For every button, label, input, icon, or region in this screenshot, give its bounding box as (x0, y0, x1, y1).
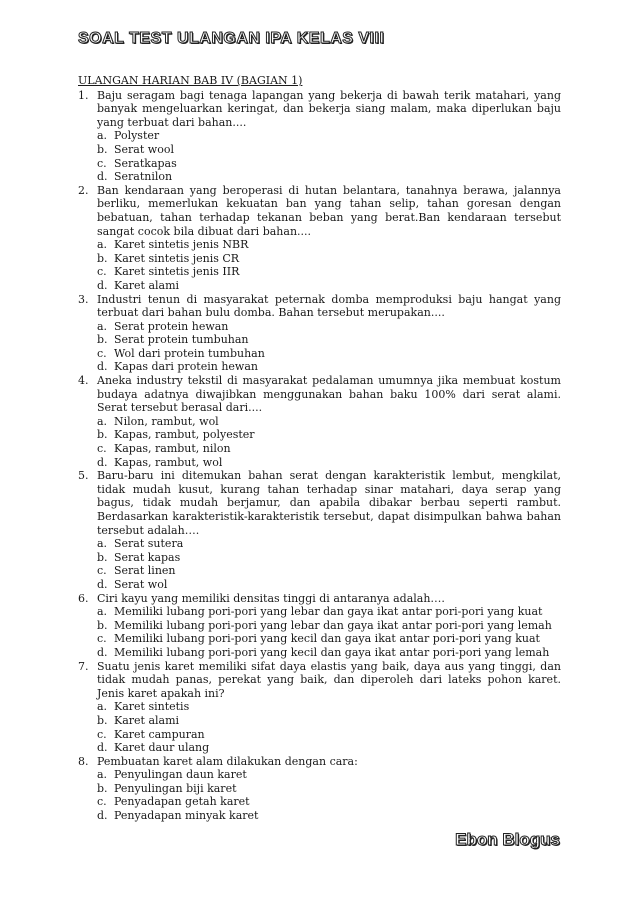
option-text: Serat kapas (114, 550, 181, 564)
answer-option (97, 551, 561, 565)
option-letter: b. (97, 713, 108, 727)
answer-option (97, 605, 561, 619)
answer-option (97, 578, 561, 592)
answer-option (97, 238, 561, 252)
answer-option (97, 646, 561, 660)
answer-option (97, 333, 561, 347)
question-item (78, 293, 561, 375)
option-text: Kapas, rambut, wol (114, 455, 223, 469)
question-text: Baju seragam bagi tenaga lapangan yang bekerja di bawah terik matahari, yang banyak mengeluarkan keringat, dan bekerja siang malam, maka diperlukan baju yang terbuat dari bahan.... (97, 88, 561, 129)
option-text: Memiliki lubang pori-pori yang lebar dan gaya ikat antar pori-pori yang kuat (114, 605, 543, 619)
question-text: Suatu jenis karet memiliki sifat daya elastis yang baik, daya aus yang tinggi, dan tidak mudah panas, perekat yang baik, dan diperoleh dari lateks pohon karet. Jenis karet apakah ini? (97, 659, 561, 700)
answer-option (97, 347, 561, 361)
answer-option (97, 768, 561, 782)
option-text: Serat protein tumbuhan (114, 333, 249, 347)
option-letter: a. (97, 768, 108, 782)
answer-option (97, 564, 561, 578)
option-letter: c. (97, 156, 107, 170)
option-text: Serat linen (114, 564, 176, 578)
option-letter: b. (97, 251, 108, 265)
question-number: 7. (78, 659, 89, 673)
question-text: Aneka industry tekstil di masyarakat pedalaman umumnya jika membuat kostum budaya adatnya diwajibkan menggunakan bahan baku 100% dari serat alami. Serat tersebut berasal dari.... (97, 374, 561, 415)
question-text: Ban kendaraan yang beroperasi di hutan belantara, tanahnya berawa, jalannya berliku, memerlukan kekuatan ban yang tahan selip, tahan goresan dengan bebatuan, tahan terhadap tekanan beban yang berat.Ban kendaraan tersebut sangat cocok bila dibuat dari bahan.... (97, 183, 561, 238)
option-letter: c. (97, 727, 107, 741)
answer-option (97, 537, 561, 551)
answer-option (97, 809, 561, 823)
option-letter: b. (97, 781, 108, 795)
question-number: 8. (78, 754, 89, 768)
option-text: Wol dari protein tumbuhan (114, 346, 265, 360)
question-text: Industri tenun di masyarakat peternak domba memproduksi baju hangat yang terbuat dari bahan bulu domba. Bahan tersebut merupakan.... (97, 292, 561, 320)
question-number: 1. (78, 88, 89, 102)
question-text: Pembuatan karet alam dilakukan dengan cara: (97, 754, 358, 768)
option-text: Memiliki lubang pori-pori yang lebar dan gaya ikat antar pori-pori yang lemah (114, 618, 552, 632)
question-number: 4. (78, 374, 89, 388)
option-text: Karet sintetis jenis IIR (114, 265, 240, 279)
option-text: Penyulingan biji karet (114, 781, 237, 795)
question-item (78, 755, 561, 823)
option-letter: b. (97, 142, 108, 156)
option-letter: d. (97, 741, 108, 755)
option-text: Karet sintetis (114, 700, 190, 714)
option-letter: a. (97, 537, 108, 551)
answer-option (97, 795, 561, 809)
answer-option (97, 700, 561, 714)
answer-option (97, 728, 561, 742)
option-text: Seratnilon (114, 170, 173, 184)
option-text: Karet sintetis jenis NBR (114, 238, 249, 252)
option-text: Serat wol (114, 577, 168, 591)
option-letter: a. (97, 700, 108, 714)
answer-option (97, 170, 561, 184)
option-letter: c. (97, 265, 107, 279)
footer-brand: Ebon Blogus (455, 830, 560, 849)
answer-option (97, 632, 561, 646)
answer-option (97, 265, 561, 279)
option-text: Serat wool (114, 142, 174, 156)
question-list (78, 89, 561, 823)
answer-option (97, 320, 561, 334)
section-title: ULANGAN HARIAN BAB IV (BAGIAN 1) (78, 74, 303, 87)
option-text: Memiliki lubang pori-pori yang kecil dan gaya ikat antar pori-pori yang kuat (114, 632, 540, 646)
answer-option (97, 741, 561, 755)
option-text: Serat sutera (114, 537, 184, 551)
answer-option (97, 157, 561, 171)
option-letter: b. (97, 428, 108, 442)
option-letter: a. (97, 605, 108, 619)
option-text: Karet campuran (114, 727, 205, 741)
option-letter: a. (97, 414, 108, 428)
option-letter: d. (97, 809, 108, 823)
answer-option (97, 129, 561, 143)
option-letter: d. (97, 577, 108, 591)
option-text: Karet daur ulang (114, 741, 210, 755)
option-text: Kapas dari protein hewan (114, 360, 258, 374)
question-number: 2. (78, 183, 89, 197)
option-text: Karet sintetis jenis CR (114, 251, 240, 265)
answer-option (97, 415, 561, 429)
answer-option (97, 619, 561, 633)
option-letter: b. (97, 333, 108, 347)
answer-option (97, 143, 561, 157)
option-text: Nilon, rambut, wol (114, 414, 219, 428)
option-letter: a. (97, 238, 108, 252)
question-number: 3. (78, 292, 89, 306)
answer-option (97, 279, 561, 293)
option-letter: d. (97, 170, 108, 184)
option-letter: d. (97, 645, 108, 659)
question-item (78, 592, 561, 660)
question-item (78, 469, 561, 591)
option-text: Penyadapan minyak karet (114, 809, 259, 823)
option-letter: a. (97, 129, 108, 143)
option-text: Penyulingan daun karet (114, 768, 247, 782)
option-letter: d. (97, 278, 108, 292)
option-text: Kapas, rambut, nilon (114, 442, 231, 456)
question-item (78, 89, 561, 184)
option-text: Karet alami (114, 713, 180, 727)
question-number: 5. (78, 469, 89, 483)
question-number: 6. (78, 591, 89, 605)
option-text: Seratkapas (114, 156, 177, 170)
answer-option (97, 360, 561, 374)
question-text: Baru-baru ini ditemukan bahan serat dengan karakteristik lembut, mengkilat, tidak mudah kusut, kurang tahan terhadap sinar matahari, daya serap yang bagus, tidak mudah berjamur, dan apabila dibakar berbau seperti rambut. Berdasarkan karakteristik-karakteristik tersebut, dapat disimpulkan bahwa bahan tersebut adalah…. (97, 469, 561, 537)
option-letter: c. (97, 442, 107, 456)
question-item (78, 374, 561, 469)
option-text: Polyster (114, 129, 160, 143)
question-text: Ciri kayu yang memiliki densitas tinggi di antaranya adalah…. (97, 591, 445, 605)
page-header-title: SOAL TEST ULANGAN IPA KELAS VIII (78, 30, 385, 47)
option-letter: d. (97, 360, 108, 374)
document-content (78, 74, 561, 823)
question-item (78, 660, 561, 755)
question-item (78, 184, 561, 293)
option-letter: c. (97, 346, 107, 360)
option-letter: d. (97, 455, 108, 469)
option-text: Karet alami (114, 278, 180, 292)
option-text: Penyadapan getah karet (114, 795, 250, 809)
option-letter: c. (97, 564, 107, 578)
option-text: Kapas, rambut, polyester (114, 428, 255, 442)
option-letter: c. (97, 795, 107, 809)
option-letter: a. (97, 319, 108, 333)
answer-option (97, 252, 561, 266)
option-letter: b. (97, 550, 108, 564)
option-text: Memiliki lubang pori-pori yang kecil dan gaya ikat antar pori-pori yang lemah (114, 645, 550, 659)
answer-option (97, 456, 561, 470)
answer-option (97, 714, 561, 728)
option-text: Serat protein hewan (114, 319, 229, 333)
answer-option (97, 428, 561, 442)
option-letter: b. (97, 618, 108, 632)
option-letter: c. (97, 632, 107, 646)
answer-option (97, 442, 561, 456)
answer-option (97, 782, 561, 796)
